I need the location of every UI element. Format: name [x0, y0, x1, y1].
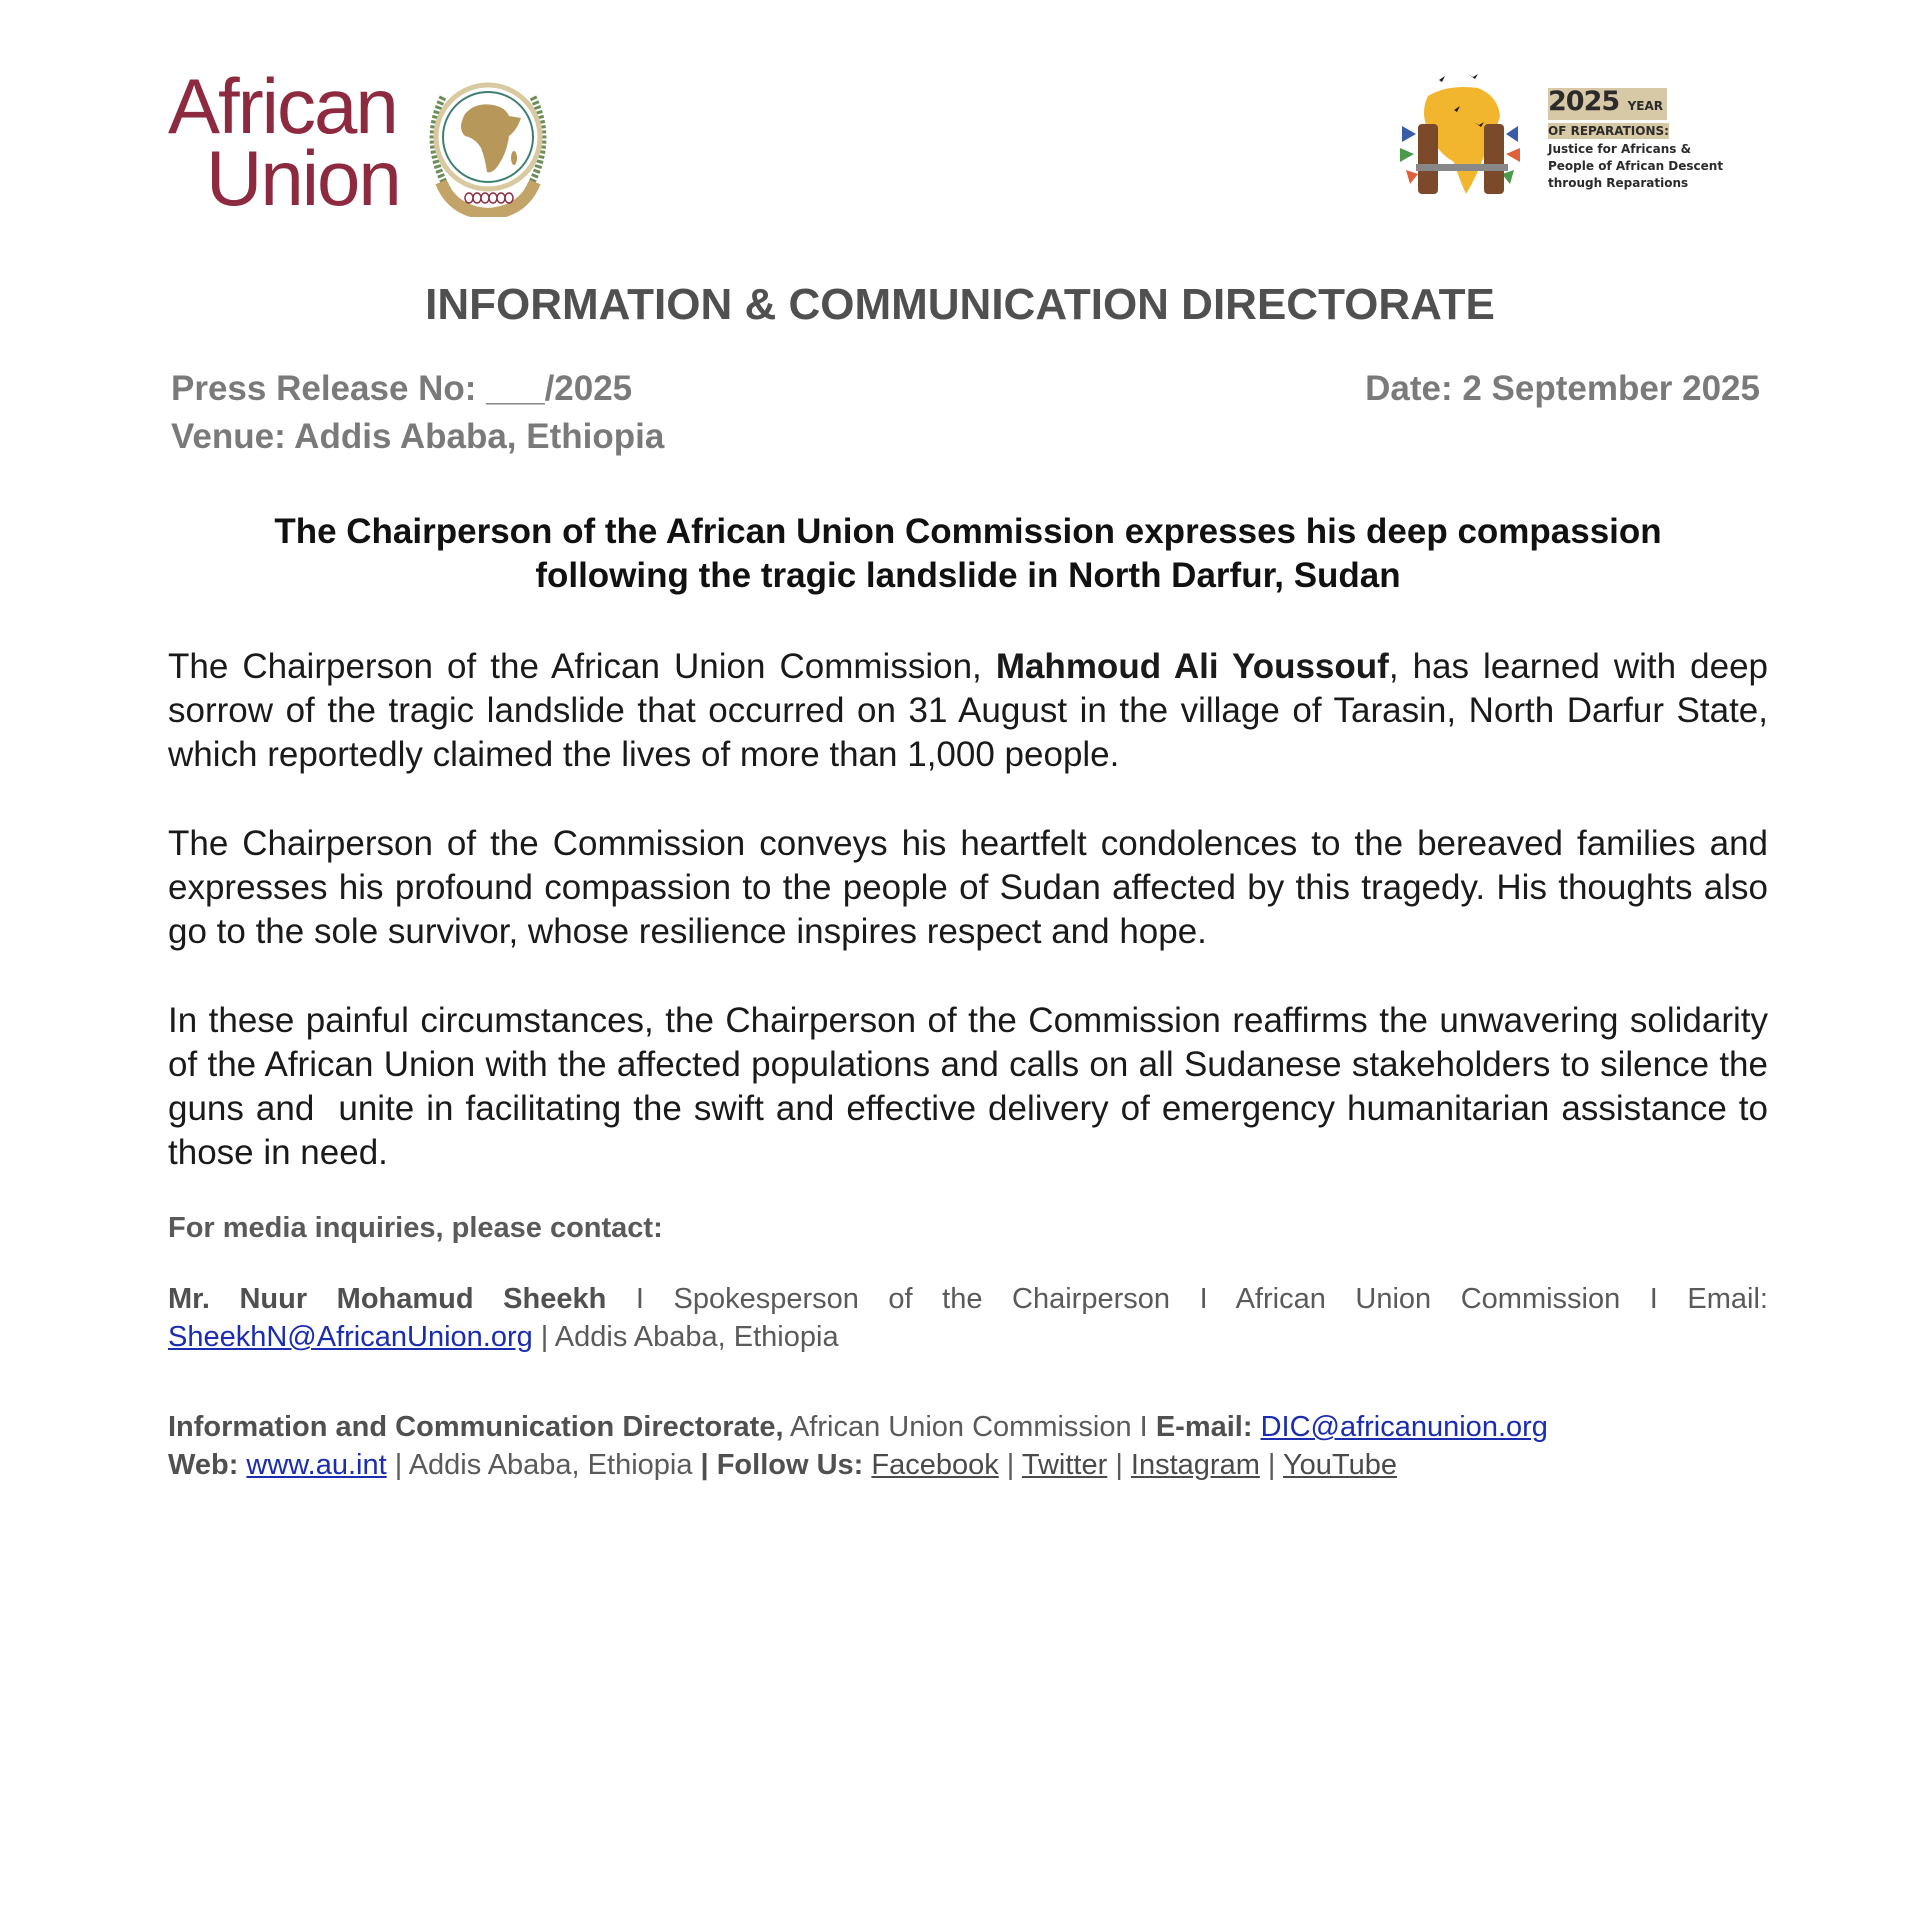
release-date: Date: 2 September 2025	[1365, 369, 1760, 408]
instagram-link[interactable]: Instagram	[1130, 1449, 1260, 1481]
reparations-year: 2025 YEAR	[1548, 88, 1667, 120]
au-wordmark-line2: Union	[206, 134, 400, 222]
media-inquiries-heading: For media inquiries, please contact:	[168, 1212, 663, 1244]
au-emblem-icon	[413, 72, 563, 217]
title-line-1: The Chairperson of the African Union Commission expresses his deep compassion	[274, 512, 1662, 551]
directorate-email-link[interactable]: DIC@africanunion.org	[1260, 1411, 1548, 1443]
spokesperson-contact: Mr. Nuur Mohamud Sheekh I Spokesperson of the Chairperson I African Union Commission I Email: SheekhN@AfricanUnion.org | Addis Ababa, Ethiopia	[168, 1283, 1768, 1353]
reparations-emblem-icon	[1388, 66, 1538, 216]
african-union-logo	[168, 62, 578, 222]
youtube-link[interactable]: YouTube	[1283, 1449, 1397, 1481]
reparations-text	[1548, 88, 1723, 192]
reparations-subtitle: OF REPARATIONS:	[1548, 124, 1669, 138]
spokesperson-name: Mr. Nuur Mohamud Sheekh	[168, 1283, 607, 1315]
au-wordmark	[168, 62, 400, 222]
body-paragraph-3: In these painful circumstances, the Chairperson of the Commission reaffirms the unwavering solidarity of the African Union with the affected populations and calls on all Sudanese stakeholders to silence the guns and unite in facilitating the swift and effective delivery of emergency humanitarian assistance to those in need.	[168, 1001, 1778, 1172]
twitter-link[interactable]: Twitter	[1021, 1449, 1108, 1481]
body-paragraph-1: The Chairperson of the African Union Commission, Mahmoud Ali Youssouf, has learned with deep sorrow of the tragic landslide that occurred on 31 August in the village of Tarasin, North Darfur State, which reportedly claimed the lives of more than 1,000 people.	[168, 647, 1768, 774]
year-of-reparations-logo	[1388, 66, 1768, 216]
au-wordmark-line1: African	[168, 62, 397, 150]
directorate-contact: Information and Communication Directorate, African Union Commission I E-mail: DIC@africanunion.org Web: www.au.int | Addis Ababa, Ethiopia | Follow Us: Facebook | Twitter | Instagram | YouTube	[168, 1411, 1548, 1481]
body-paragraph-2: The Chairperson of the Commission conveys his heartfelt condolences to the bereaved families and expresses his profound compassion to the people of Sudan affected by this tragedy. His thoughts also go to the sole survivor, whose resilience inspires respect and hope.	[168, 824, 1768, 951]
press-release-number: Press Release No: ___/2025	[171, 369, 633, 408]
title-line-2: following the tragic landslide in North Darfur, Sudan	[535, 556, 1401, 595]
press-release-title	[168, 510, 1768, 598]
reparations-description: Justice for Africans & People of African Descent through Reparations	[1548, 142, 1724, 190]
directorate-heading: INFORMATION & COMMUNICATION DIRECTORATE	[425, 280, 1495, 329]
website-link[interactable]: www.au.int	[246, 1449, 387, 1481]
facebook-link[interactable]: Facebook	[871, 1449, 999, 1481]
chairperson-name: Mahmoud Ali Youssouf	[995, 647, 1389, 686]
spokesperson-email-link[interactable]: SheekhN@AfricanUnion.org	[168, 1321, 533, 1353]
venue: Venue: Addis Ababa, Ethiopia	[171, 417, 665, 456]
